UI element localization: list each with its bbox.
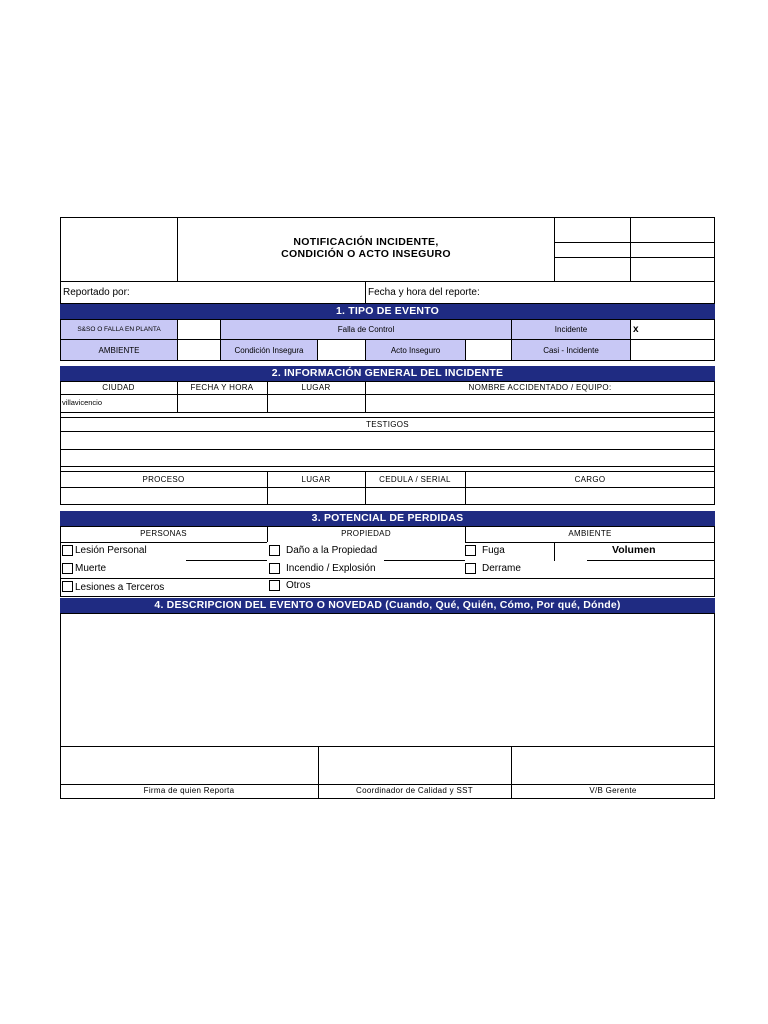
- propiedad-label: PROPIEDAD: [341, 529, 391, 538]
- derrame-label: Derrame: [482, 563, 521, 574]
- acto-inseguro-label: Acto Inseguro: [365, 339, 466, 361]
- cargo-label: CARGO: [574, 475, 606, 484]
- incidente-mark: x: [633, 324, 639, 335]
- dano-propiedad-label: Daño a la Propiedad: [286, 545, 378, 556]
- fuga-label: Fuga: [482, 545, 505, 556]
- saso-field[interactable]: [177, 319, 221, 340]
- casi-incidente-label: Casi - Incidente: [511, 339, 631, 361]
- incident-report-form: [60, 217, 715, 799]
- proceso-label: PROCESO: [142, 475, 185, 484]
- gerente-label: V/B Gerente: [589, 786, 637, 795]
- gerente-field[interactable]: [511, 747, 715, 784]
- muerte-checkbox[interactable]: [62, 563, 73, 574]
- section-4-header: 4. DESCRIPCION DEL EVENTO O NOVEDAD (Cuando, Qué, Quién, Cómo, Por qué, Dónde): [60, 598, 715, 613]
- lugar-2-label: LUGAR: [301, 475, 331, 484]
- ciudad-value[interactable]: villavicencio: [62, 398, 103, 407]
- report-date-label: Fecha y hora del reporte:: [368, 287, 480, 298]
- coordinador-label: Coordinador de Calidad y SST: [356, 786, 473, 795]
- nombre-accidentado-label: NOMBRE ACCIDENTADO / EQUIPO:: [468, 383, 612, 392]
- falla-control-label: Falla de Control: [220, 319, 512, 340]
- title-line-2: CONDICIÓN O ACTO INSEGURO: [281, 248, 451, 260]
- document-title: [178, 236, 554, 260]
- cedula-serial-label: CEDULA / SERIAL: [379, 475, 451, 484]
- section-1-header: 1. TIPO DE EVENTO: [60, 304, 715, 319]
- event-description-area[interactable]: [60, 613, 715, 747]
- lugar-label: LUGAR: [301, 383, 331, 392]
- lesiones-terceros-label: Lesiones a Terceros: [75, 582, 165, 593]
- casi-incidente-field[interactable]: [630, 339, 715, 361]
- fuga-checkbox[interactable]: [465, 545, 476, 556]
- coordinador-field[interactable]: [318, 747, 511, 784]
- section-3-header: 3. POTENCIAL DE PERDIDAS: [60, 511, 715, 526]
- lesiones-terceros-checkbox[interactable]: [62, 581, 73, 592]
- ciudad-label: CIUDAD: [102, 383, 135, 392]
- title-line-1: NOTIFICACIÓN INCIDENTE,: [293, 236, 439, 248]
- lesion-personal-checkbox[interactable]: [62, 545, 73, 556]
- ambiente-label: AMBIENTE: [60, 339, 178, 361]
- testigos-label: TESTIGOS: [366, 420, 409, 429]
- derrame-checkbox[interactable]: [465, 563, 476, 574]
- firma-reporta-label: Firma de quien Reporta: [143, 786, 235, 795]
- otros-label: Otros: [286, 580, 311, 591]
- reported-by-label: Reportado por:: [63, 287, 130, 298]
- fecha-hora-label: FECHA Y HORA: [190, 383, 254, 392]
- otros-checkbox[interactable]: [269, 580, 280, 591]
- muerte-label: Muerte: [75, 563, 107, 574]
- condicion-insegura-label: Condición Insegura: [220, 339, 318, 361]
- incidente-field[interactable]: [630, 319, 715, 340]
- incendio-explosion-label: Incendio / Explosión: [286, 563, 376, 574]
- ambiente-col-label: AMBIENTE: [568, 529, 612, 538]
- acto-inseguro-field[interactable]: [465, 339, 512, 361]
- section-2-header: 2. INFORMACIÓN GENERAL DEL INCIDENTE: [60, 366, 715, 381]
- lesion-personal-label: Lesión Personal: [75, 545, 147, 556]
- saso-label: S&SO O FALLA EN PLANTA: [60, 319, 178, 340]
- condicion-insegura-field[interactable]: [317, 339, 366, 361]
- incendio-explosion-checkbox[interactable]: [269, 563, 280, 574]
- incidente-label: Incidente: [511, 319, 631, 340]
- firma-reporta-field[interactable]: [60, 747, 318, 784]
- personas-label: PERSONAS: [140, 529, 187, 538]
- ambiente-field[interactable]: [177, 339, 221, 361]
- volumen-label: Volumen: [612, 544, 656, 556]
- dano-propiedad-checkbox[interactable]: [269, 545, 280, 556]
